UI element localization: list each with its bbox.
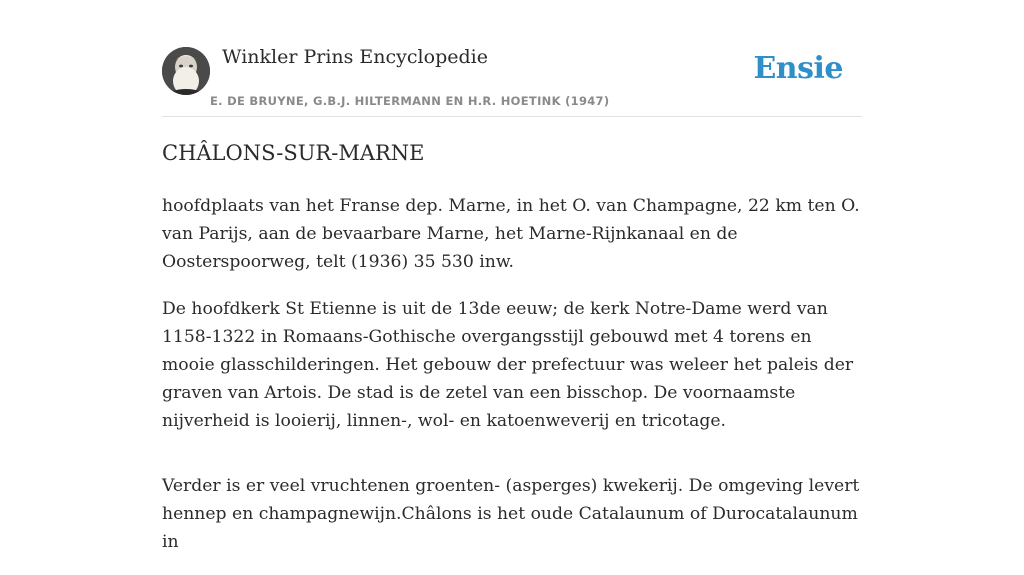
site-title-link[interactable]: Winkler Prins Encyclopedie (222, 46, 488, 68)
article-paragraph: De hoofdkerk St Etienne is uit de 13de eeuw; de kerk Notre-Dame werd van 1158-1322 in Romaans-Gothische overgangsstijl gebouwd met 4 torens en mooie glasschilderingen. Het gebouw der prefectuur was weleer het paleis der graven van Artois. De stad is de zetel van een bisschop. De voornaamste nijverheid is looierij, linnen-, wol- en katoenweverij en tricotage. (162, 299, 854, 431)
page-header (162, 0, 862, 117)
ensie-logo[interactable]: Ensie (753, 51, 843, 86)
article-body (162, 192, 862, 575)
article-title: CHÂLONS-SUR-MARNE (162, 141, 425, 165)
authors-byline: E. DE BRUYNE, G.B.J. HILTERMANN EN H.R. HOETINK (1947) (210, 94, 610, 108)
author-avatar-icon[interactable] (162, 47, 210, 95)
article-page (162, 0, 862, 552)
article-paragraph: hoofdplaats van het Franse dep. Marne, in het O. van Champagne, 22 km ten O. van Parijs, aan de bevaarbare Marne, het Marne-Rijnkanaal en de Oosterspoorweg, telt (1936) 35 530 inw. (162, 196, 860, 272)
article-paragraph: Verder is er veel vruchtenen groenten- (asperges) kwekerij. De omgeving levert hennep en champagnewijn.Châlons is het oude Catalaunum of Durocatalaunum in (162, 476, 860, 552)
